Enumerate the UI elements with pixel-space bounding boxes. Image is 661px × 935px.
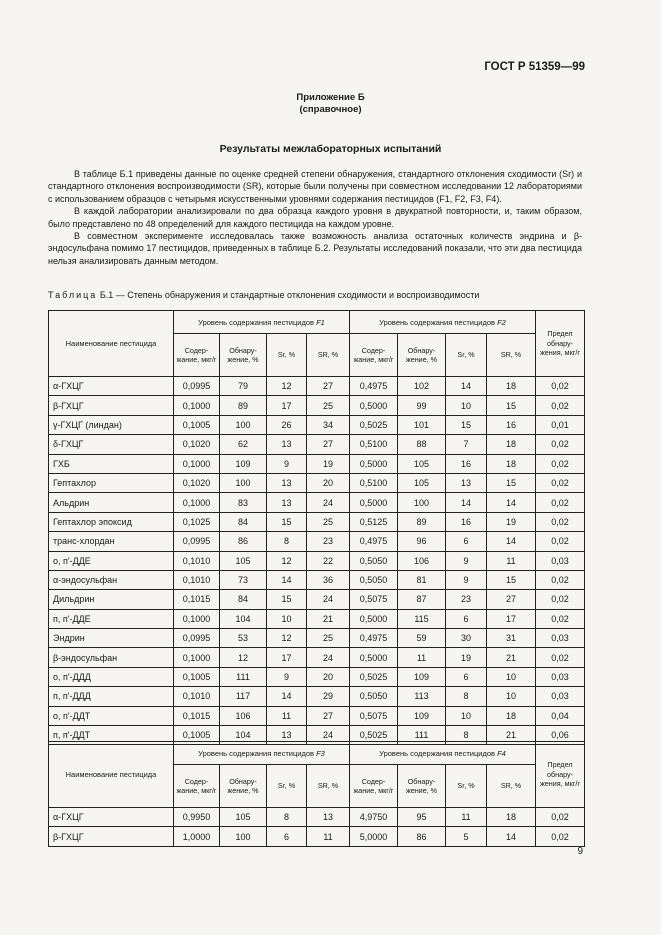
- table-cell: 104: [220, 726, 267, 745]
- table-cell: 0,02: [536, 648, 585, 667]
- paragraph-1: В таблице Б.1 приведены данные по оценке средней степени обнаружения, стандартного отклонения сходимости (Sr) и стандартного отклонения воспроизводимости (SR), которые были получены при совместном исследовании 12 лабораториями с использованием образцов с четырьмя искусственными уровнями содержания пестицидов (F1, F2, F3, F4).: [48, 169, 582, 204]
- table-cell: 10: [446, 706, 487, 725]
- table-cell: 106: [220, 706, 267, 725]
- table-cell: 0,1000: [174, 454, 220, 473]
- table-cell: 6: [446, 532, 487, 551]
- table-cell: 105: [220, 551, 267, 570]
- table-cell: 81: [398, 570, 446, 589]
- table-cell: 9: [267, 454, 307, 473]
- table-cell: 0,1005: [174, 415, 220, 434]
- table-cell: 100: [220, 473, 267, 492]
- table-cell: 111: [220, 667, 267, 686]
- table-cell: 19: [487, 512, 536, 531]
- table-cell: 19: [446, 648, 487, 667]
- table-cell: 27: [307, 435, 350, 454]
- caption-text: — Степень обнаружения и стандартные отклонения сходимости и воспроизводимости: [115, 290, 480, 300]
- pesticide-name: α-ГХЦГ: [49, 808, 174, 827]
- table-cell: 9: [267, 667, 307, 686]
- column-detection-limit: Предел обнару-жения, мкг/г: [536, 742, 585, 808]
- table-row: [49, 827, 585, 846]
- table-cell: 0,4975: [350, 532, 398, 551]
- table-cell: 89: [398, 512, 446, 531]
- table-cell: 0,02: [536, 396, 585, 415]
- table-cell: 109: [398, 667, 446, 686]
- table-cell: 27: [307, 377, 350, 396]
- column-recovery: Обнару-жение, %: [398, 334, 446, 377]
- table-cell: 23: [446, 590, 487, 609]
- table-cell: 0,5025: [350, 726, 398, 745]
- table-cell: 8: [446, 726, 487, 745]
- level-code: F2: [497, 317, 506, 327]
- table-cell: 21: [487, 726, 536, 745]
- pesticide-name: γ-ГХЦГ (линдан): [49, 415, 174, 434]
- table-cell: 24: [307, 648, 350, 667]
- pesticide-name: ГХБ: [49, 454, 174, 473]
- column-sR: SR, %: [487, 765, 536, 808]
- appendix-type: (справочное): [299, 104, 362, 115]
- table-cell: 100: [220, 415, 267, 434]
- table-cell: 10: [487, 667, 536, 686]
- table-cell: 109: [220, 454, 267, 473]
- pesticide-name: о, п'-ДДЕ: [49, 551, 174, 570]
- table-cell: 26: [267, 415, 307, 434]
- results-table-f1-f2: [48, 310, 585, 745]
- table-row: [49, 532, 585, 551]
- table-cell: 25: [307, 629, 350, 648]
- level-f3-header: [174, 742, 350, 765]
- table-cell: 53: [220, 629, 267, 648]
- table-cell: 16: [446, 512, 487, 531]
- column-content: Содер-жание, мкг/г: [174, 765, 220, 808]
- pesticide-name: Эндрин: [49, 629, 174, 648]
- table-cell: 0,4975: [350, 377, 398, 396]
- column-content: Содер-жание, мкг/г: [174, 334, 220, 377]
- table-cell: 21: [307, 609, 350, 628]
- column-recovery: Обнару-жение, %: [398, 765, 446, 808]
- table-cell: 106: [398, 551, 446, 570]
- table-cell: 0,1000: [174, 609, 220, 628]
- section-heading: Результаты межлабораторных испытаний: [219, 143, 442, 155]
- table-cell: 105: [398, 473, 446, 492]
- table-cell: 0,04: [536, 706, 585, 725]
- column-recovery: Обнару-жение, %: [220, 334, 267, 377]
- table-cell: 18: [487, 435, 536, 454]
- table-cell: 0,01: [536, 415, 585, 434]
- table-cell: 15: [487, 396, 536, 415]
- table-row: [49, 473, 585, 492]
- table-cell: 0,1010: [174, 551, 220, 570]
- table-cell: 11: [446, 808, 487, 827]
- table-cell: 20: [307, 667, 350, 686]
- table-row: [49, 415, 585, 434]
- table-cell: 12: [267, 629, 307, 648]
- table-cell: 0,02: [536, 570, 585, 589]
- table-cell: 0,0995: [174, 377, 220, 396]
- table-row: [49, 609, 585, 628]
- table-cell: 0,5075: [350, 706, 398, 725]
- table-cell: 109: [398, 706, 446, 725]
- table-cell: 117: [220, 687, 267, 706]
- table-cell: 13: [267, 435, 307, 454]
- table-cell: 14: [487, 532, 536, 551]
- pesticide-name: п, п'-ДДТ: [49, 726, 174, 745]
- table-cell: 0,5025: [350, 415, 398, 434]
- table-cell: 0,5100: [350, 473, 398, 492]
- table-cell: 0,1020: [174, 435, 220, 454]
- table-cell: 8: [267, 532, 307, 551]
- pesticide-name: β-ГХЦГ: [49, 827, 174, 846]
- table-cell: 99: [398, 396, 446, 415]
- table-cell: 14: [267, 687, 307, 706]
- table-cell: 10: [446, 396, 487, 415]
- table-cell: 86: [398, 827, 446, 846]
- table-cell: 8: [267, 808, 307, 827]
- paragraph-3: В совместном эксперименте исследовалась также возможность анализа остаточных количеств эндрина и β-эндосульфана помимо 17 пестицидов, приведенных в таблице Б.2. Результаты исследований показали, что эти два пестицида нельзя анализировать данным методом.: [48, 231, 582, 266]
- table-cell: 113: [398, 687, 446, 706]
- table-cell: 84: [220, 512, 267, 531]
- table-cell: 17: [267, 396, 307, 415]
- table-cell: 34: [307, 415, 350, 434]
- column-name: Наименование пестицида: [49, 742, 174, 808]
- table-cell: 0,1010: [174, 570, 220, 589]
- table-row: [49, 808, 585, 827]
- table-cell: 0,03: [536, 687, 585, 706]
- table-cell: 11: [398, 648, 446, 667]
- table-cell: 20: [307, 473, 350, 492]
- table-cell: 0,5125: [350, 512, 398, 531]
- table-cell: 0,02: [536, 532, 585, 551]
- table-cell: 0,1000: [174, 493, 220, 512]
- table-row: [49, 648, 585, 667]
- table-cell: 31: [487, 629, 536, 648]
- table-cell: 0,02: [536, 377, 585, 396]
- table-cell: 10: [487, 687, 536, 706]
- table-row: [49, 512, 585, 531]
- table-cell: 14: [446, 493, 487, 512]
- table-cell: 0,02: [536, 473, 585, 492]
- table-cell: 95: [398, 808, 446, 827]
- table-cell: 105: [220, 808, 267, 827]
- level-code: F4: [497, 748, 506, 758]
- table-cell: 0,5000: [350, 454, 398, 473]
- table-cell: 105: [398, 454, 446, 473]
- table-cell: 27: [307, 706, 350, 725]
- table-cell: 111: [398, 726, 446, 745]
- table-cell: 13: [307, 808, 350, 827]
- table-cell: 11: [487, 551, 536, 570]
- column-sr: Sr, %: [267, 334, 307, 377]
- table-cell: 0,02: [536, 454, 585, 473]
- caption-label: Таблица: [48, 290, 98, 300]
- column-sR: SR, %: [487, 334, 536, 377]
- table-cell: 0,9950: [174, 808, 220, 827]
- level-prefix: Уровень содержания пестицидов: [198, 317, 314, 327]
- level-prefix: Уровень содержания пестицидов: [379, 748, 495, 758]
- level-prefix: Уровень содержания пестицидов: [198, 748, 314, 758]
- table-cell: 19: [307, 454, 350, 473]
- table-cell: 0,03: [536, 629, 585, 648]
- table-cell: 0,5100: [350, 435, 398, 454]
- table-cell: 13: [267, 493, 307, 512]
- table-cell: 9: [446, 551, 487, 570]
- table-cell: 0,5050: [350, 687, 398, 706]
- pesticide-name: Гептахлор эпоксид: [49, 512, 174, 531]
- table-cell: 25: [307, 512, 350, 531]
- column-recovery: Обнару-жение, %: [220, 765, 267, 808]
- table-cell: 0,02: [536, 808, 585, 827]
- appendix-label: Приложение Б: [296, 92, 365, 103]
- column-sr: Sr, %: [446, 334, 487, 377]
- column-sR: SR, %: [307, 334, 350, 377]
- table-cell: 25: [307, 396, 350, 415]
- table-cell: 15: [446, 415, 487, 434]
- table-cell: 0,4975: [350, 629, 398, 648]
- table-cell: 22: [307, 551, 350, 570]
- table-cell: 0,1015: [174, 706, 220, 725]
- paragraph-2: В каждой лаборатории анализировали по два образца каждого уровня в двукратной повторности, и, таким образом, было представлено по 48 определений для каждого пестицида на каждом уровне.: [48, 206, 582, 229]
- table-cell: 102: [398, 377, 446, 396]
- table-cell: 0,5000: [350, 396, 398, 415]
- table-cell: 6: [446, 667, 487, 686]
- table-cell: 14: [446, 377, 487, 396]
- table-cell: 0,03: [536, 551, 585, 570]
- table-cell: 18: [487, 808, 536, 827]
- caption-number: Б.1: [99, 290, 114, 300]
- table-row: [49, 590, 585, 609]
- table-cell: 23: [307, 532, 350, 551]
- table-cell: 100: [220, 827, 267, 846]
- table-row: [49, 706, 585, 725]
- appendix-title: [0, 92, 661, 116]
- table-cell: 0,02: [536, 590, 585, 609]
- column-detection-limit: Предел обнару-жения, мкг/г: [536, 311, 585, 377]
- table-cell: 79: [220, 377, 267, 396]
- table-cell: 0,5050: [350, 570, 398, 589]
- table-cell: 11: [267, 706, 307, 725]
- table-cell: 0,5000: [350, 493, 398, 512]
- table-cell: 21: [487, 648, 536, 667]
- table-cell: 0,02: [536, 609, 585, 628]
- table-row: [49, 570, 585, 589]
- table-row: [49, 629, 585, 648]
- table-cell: 6: [446, 609, 487, 628]
- table-cell: 0,1005: [174, 667, 220, 686]
- table-cell: 0,06: [536, 726, 585, 745]
- table-cell: 87: [398, 590, 446, 609]
- table-cell: 24: [307, 726, 350, 745]
- pesticide-name: п, п'-ДДЕ: [49, 609, 174, 628]
- results-table-f3-f4: [48, 741, 585, 847]
- table-cell: 15: [267, 590, 307, 609]
- table-cell: 0,5000: [350, 609, 398, 628]
- table-cell: 73: [220, 570, 267, 589]
- table-cell: 16: [446, 454, 487, 473]
- table-cell: 83: [220, 493, 267, 512]
- table-cell: 0,5075: [350, 590, 398, 609]
- table-cell: 29: [307, 687, 350, 706]
- table-cell: 12: [220, 648, 267, 667]
- table-cell: 14: [267, 570, 307, 589]
- pesticide-name: транс-хлордан: [49, 532, 174, 551]
- table-row: [49, 396, 585, 415]
- body-text: [48, 168, 582, 267]
- table-cell: 0,5000: [350, 648, 398, 667]
- table-cell: 15: [487, 473, 536, 492]
- table-cell: 15: [487, 570, 536, 589]
- pesticide-name: α-эндосульфан: [49, 570, 174, 589]
- column-sr: Sr, %: [267, 765, 307, 808]
- table-cell: 8: [446, 687, 487, 706]
- level-f1-header: [174, 311, 350, 334]
- level-f4-header: [350, 742, 536, 765]
- table-cell: 96: [398, 532, 446, 551]
- table-cell: 100: [398, 493, 446, 512]
- level-f2-header: [350, 311, 536, 334]
- table-cell: 17: [487, 609, 536, 628]
- table-cell: 13: [267, 473, 307, 492]
- table-cell: 15: [267, 512, 307, 531]
- table-row: [49, 493, 585, 512]
- table-cell: 59: [398, 629, 446, 648]
- column-sR: SR, %: [307, 765, 350, 808]
- table-cell: 0,02: [536, 435, 585, 454]
- table-caption: [48, 290, 608, 300]
- table-cell: 0,1020: [174, 473, 220, 492]
- table-cell: 12: [267, 377, 307, 396]
- table-cell: 62: [220, 435, 267, 454]
- table-cell: 16: [487, 415, 536, 434]
- pesticide-name: β-ГХЦГ: [49, 396, 174, 415]
- table-cell: 0,5025: [350, 667, 398, 686]
- table-cell: 14: [487, 493, 536, 512]
- table-cell: 0,02: [536, 827, 585, 846]
- table-cell: 5,0000: [350, 827, 398, 846]
- table-cell: 0,02: [536, 493, 585, 512]
- table-cell: 0,1025: [174, 512, 220, 531]
- pesticide-name: δ-ГХЦГ: [49, 435, 174, 454]
- table-cell: 18: [487, 377, 536, 396]
- table-cell: 84: [220, 590, 267, 609]
- table-cell: 86: [220, 532, 267, 551]
- column-name: Наименование пестицида: [49, 311, 174, 377]
- table-cell: 24: [307, 493, 350, 512]
- table-cell: 9: [446, 570, 487, 589]
- table-row: [49, 667, 585, 686]
- page-number: 9: [577, 846, 583, 857]
- table-cell: 1,0000: [174, 827, 220, 846]
- level-code: F1: [316, 317, 325, 327]
- pesticide-name: Дильдрин: [49, 590, 174, 609]
- pesticide-name: о, п'-ДДД: [49, 667, 174, 686]
- table-cell: 6: [267, 827, 307, 846]
- table-cell: 0,1010: [174, 687, 220, 706]
- table-cell: 24: [307, 590, 350, 609]
- table-cell: 5: [446, 827, 487, 846]
- column-sr: Sr, %: [446, 765, 487, 808]
- table-cell: 0,1000: [174, 396, 220, 415]
- table-cell: 30: [446, 629, 487, 648]
- table-cell: 12: [267, 551, 307, 570]
- pesticide-name: о, п'-ДДТ: [49, 706, 174, 725]
- table-cell: 4,9750: [350, 808, 398, 827]
- pesticide-name: п, п'-ДДД: [49, 687, 174, 706]
- table-cell: 115: [398, 609, 446, 628]
- table-cell: 0,0995: [174, 629, 220, 648]
- table-cell: 88: [398, 435, 446, 454]
- table-cell: 27: [487, 590, 536, 609]
- table-cell: 0,5050: [350, 551, 398, 570]
- pesticide-name: α-ГХЦГ: [49, 377, 174, 396]
- table-row: [49, 377, 585, 396]
- pesticide-name: Гептахлор: [49, 473, 174, 492]
- table-row: [49, 687, 585, 706]
- table-cell: 0,0995: [174, 532, 220, 551]
- table-cell: 0,1015: [174, 590, 220, 609]
- level-prefix: Уровень содержания пестицидов: [379, 317, 495, 327]
- table-row: [49, 435, 585, 454]
- table-cell: 0,02: [536, 512, 585, 531]
- table-cell: 0,1005: [174, 726, 220, 745]
- table-cell: 18: [487, 454, 536, 473]
- pesticide-name: β-эндосульфан: [49, 648, 174, 667]
- table-cell: 36: [307, 570, 350, 589]
- table-row: [49, 551, 585, 570]
- table-cell: 0,03: [536, 667, 585, 686]
- table-row: [49, 454, 585, 473]
- table-cell: 104: [220, 609, 267, 628]
- table-cell: 18: [487, 706, 536, 725]
- table-cell: 11: [307, 827, 350, 846]
- pesticide-name: Альдрин: [49, 493, 174, 512]
- table-cell: 13: [446, 473, 487, 492]
- table-cell: 14: [487, 827, 536, 846]
- table-cell: 101: [398, 415, 446, 434]
- table-cell: 17: [267, 648, 307, 667]
- column-content: Содер-жание, мкг/г: [350, 334, 398, 377]
- table-cell: 0,1000: [174, 648, 220, 667]
- document-code: ГОСТ Р 51359—99: [484, 61, 585, 73]
- table-cell: 13: [267, 726, 307, 745]
- level-code: F3: [316, 748, 325, 758]
- column-content: Содер-жание, мкг/г: [350, 765, 398, 808]
- table-cell: 89: [220, 396, 267, 415]
- table-cell: 7: [446, 435, 487, 454]
- table-cell: 10: [267, 609, 307, 628]
